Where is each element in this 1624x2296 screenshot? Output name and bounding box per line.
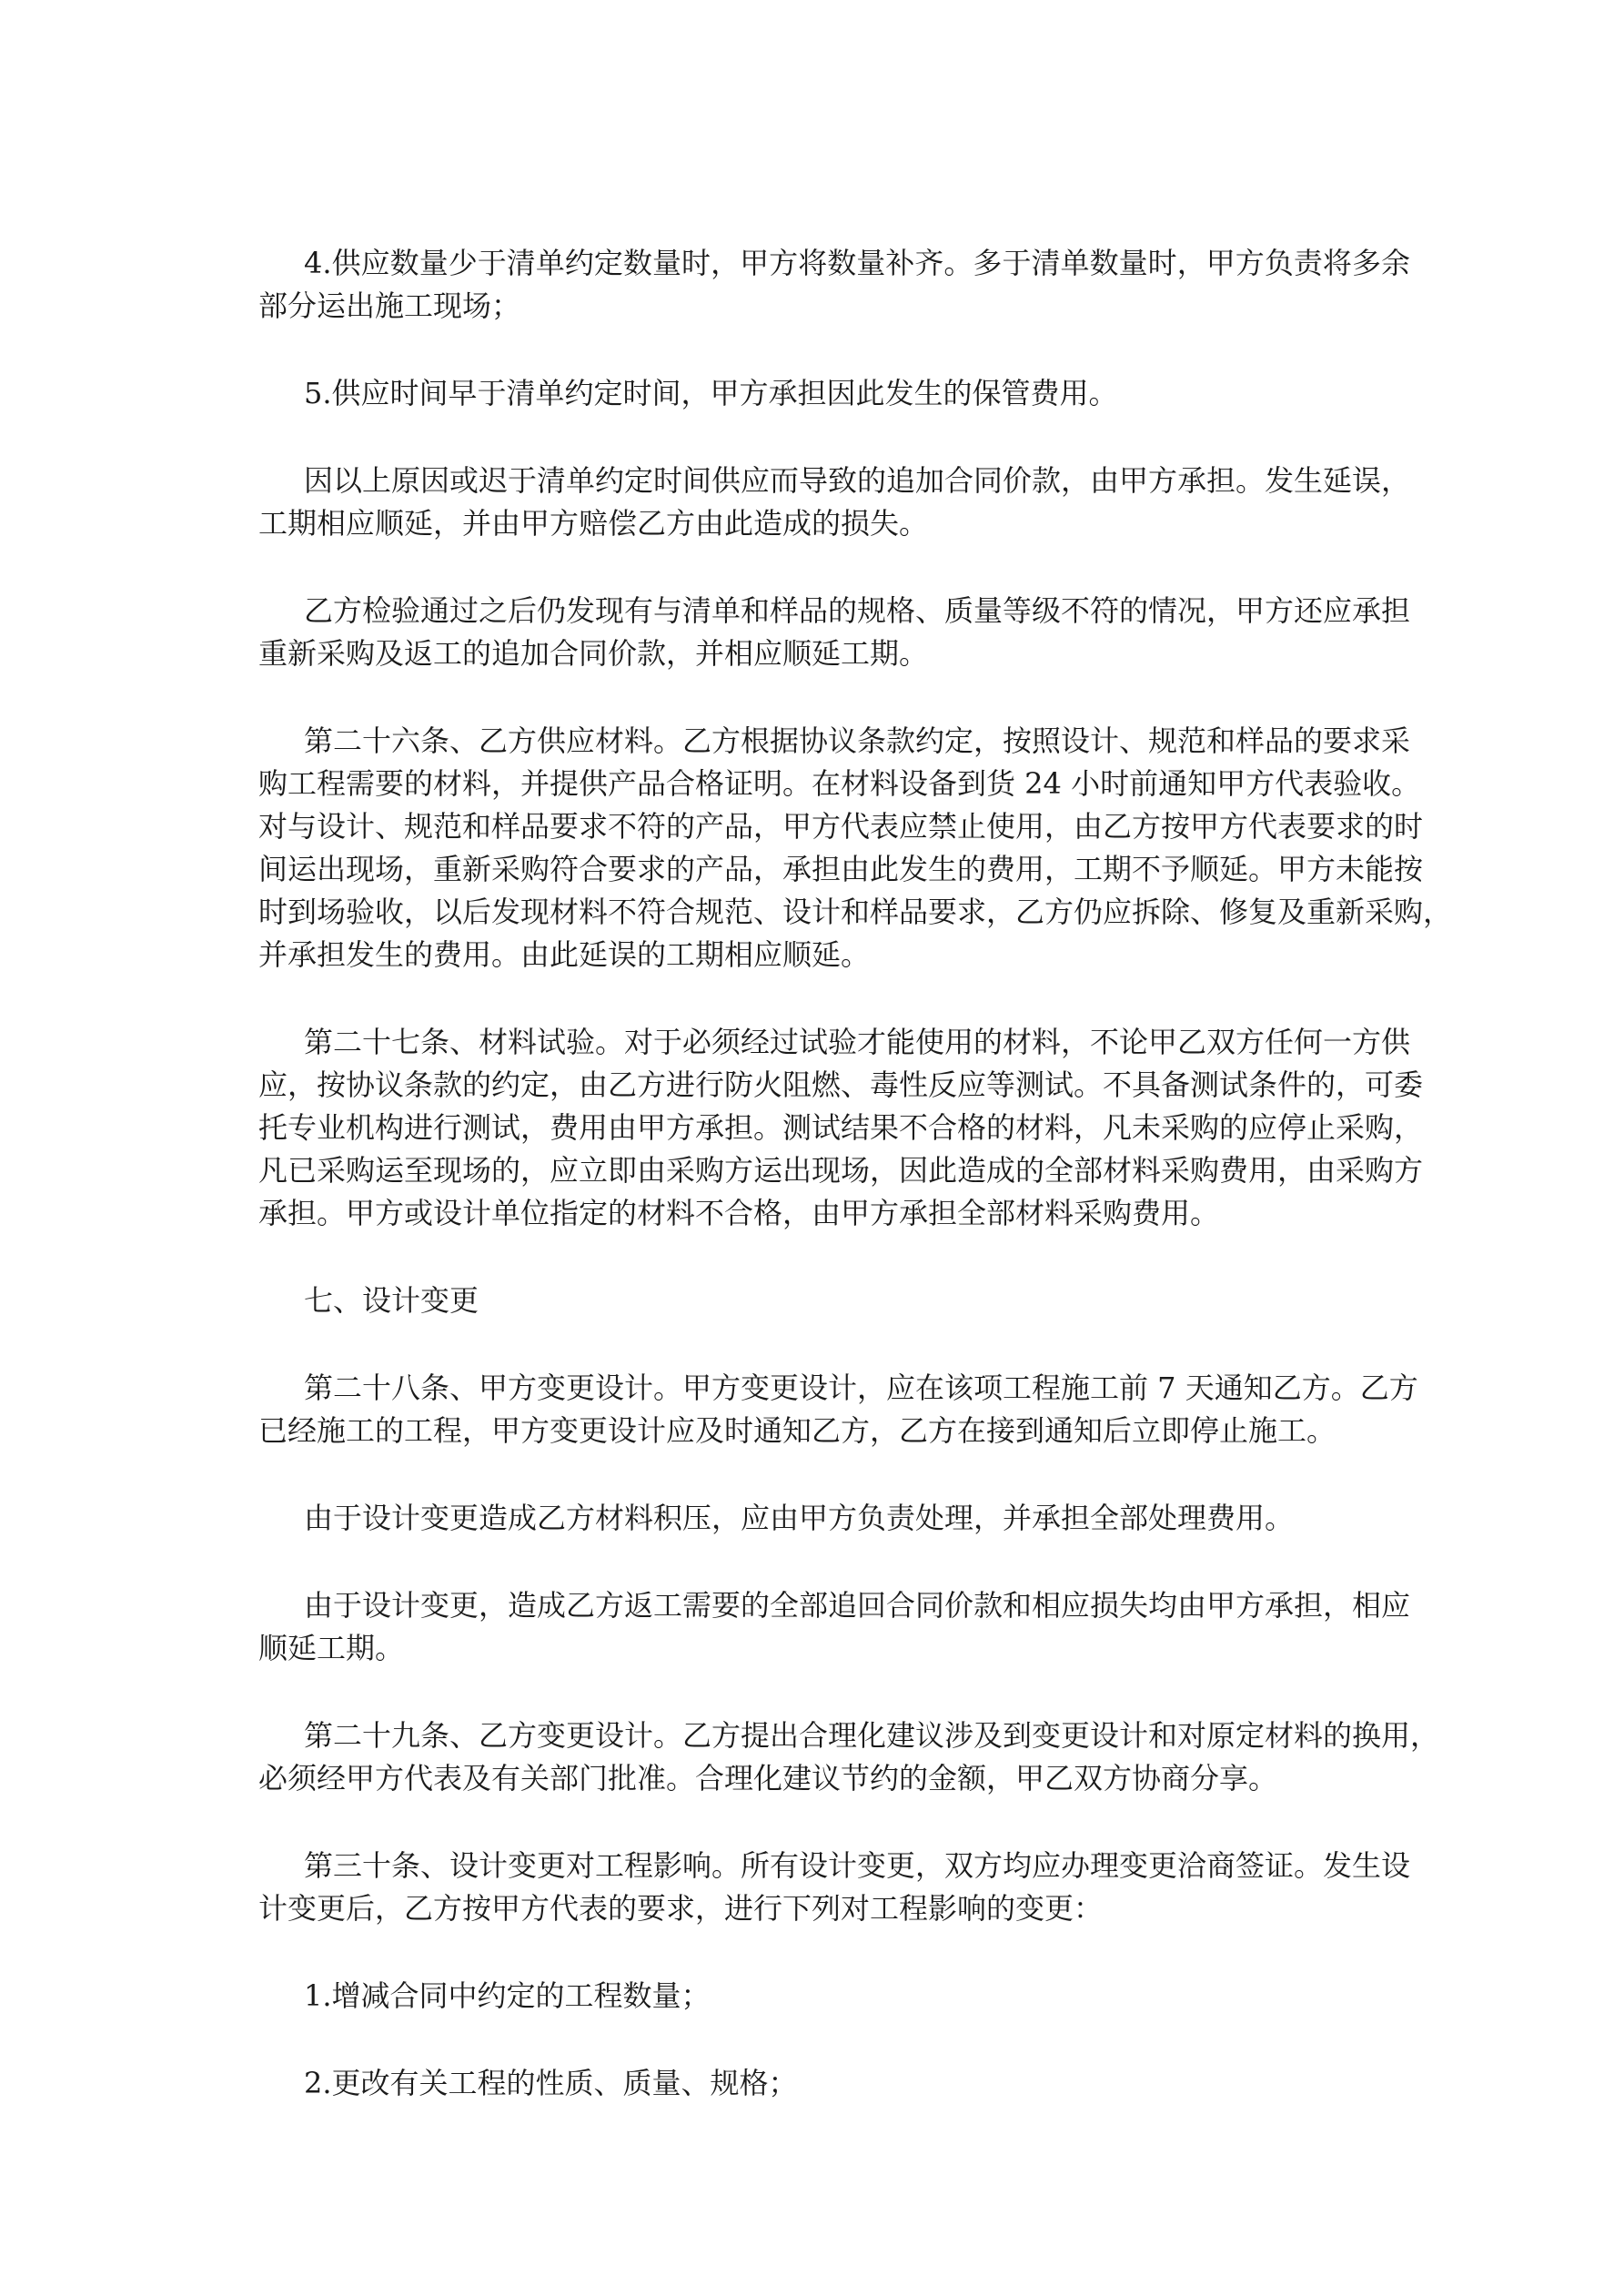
- paragraph-line: 由于设计变更造成乙方材料积压，应由甲方负责处理，并承担全部处理费用。: [304, 1501, 1295, 1535]
- paragraph-line: 第三十条、设计变更对工程影响。所有设计变更，双方均应办理变更洽商签证。发生设: [304, 1848, 1411, 1883]
- paragraph: [258, 590, 1410, 675]
- paragraph-line: 部分运出施工现场；: [258, 288, 521, 323]
- paragraph-line: 凡已采购运至现场的，应立即由采购方运出现场，因此造成的全部材料采购费用，由采购方: [258, 1153, 1424, 1188]
- paragraph: [258, 242, 1410, 328]
- paragraph-line: 1.增减合同中约定的工程数量；: [304, 1978, 711, 2013]
- paragraph-line: 承担。甲方或设计单位指定的材料不合格，由甲方承担全部材料采购费用。: [258, 1196, 1220, 1230]
- document-body: [258, 242, 1453, 2149]
- paragraph-line: 由于设计变更，造成乙方返工需要的全部追回合同价款和相应损失均由甲方承担，相应: [304, 1588, 1411, 1623]
- paragraph: [258, 720, 1453, 976]
- paragraph: [258, 1279, 1410, 1322]
- paragraph-line: 因以上原因或迟于清单约定时间供应而导致的追加合同价款，由甲方承担。发生延误，: [304, 463, 1411, 498]
- paragraph-line: 乙方检验通过之后仍发现有与清单和样品的规格、质量等级不符的情况，甲方还应承担: [304, 593, 1411, 628]
- paragraph: [258, 1975, 1410, 2018]
- paragraph-line: 间运出现场，重新采购符合要求的产品，承担由此发生的费用，工期不予顺延。甲方未能按: [258, 852, 1424, 886]
- paragraph: [258, 1584, 1410, 1670]
- paragraph-line: 顺延工期。: [258, 1631, 405, 1665]
- paragraph-line: 对与设计、规范和样品要求不符的产品，甲方代表应禁止使用，由乙方按甲方代表要求的时: [258, 809, 1424, 844]
- paragraph-line: 托专业机构进行测试，费用由甲方承担。测试结果不合格的材料，凡未采购的应停止采购，: [258, 1110, 1424, 1145]
- paragraph-line: 第二十七条、材料试验。对于必须经过试验才能使用的材料，不论甲乙双方任何一方供: [304, 1025, 1411, 1059]
- paragraph-line: 第二十八条、甲方变更设计。甲方变更设计，应在该项工程施工前 7 天通知乙方。乙方: [304, 1371, 1418, 1405]
- paragraph-line: 2.更改有关工程的性质、质量、规格；: [304, 2066, 798, 2100]
- paragraph-line: 重新采购及返工的追加合同价款，并相应顺延工期。: [258, 636, 929, 671]
- paragraph-line: 4.供应数量少于清单约定数量时，甲方将数量补齐。多于清单数量时，甲方负责将多余: [304, 246, 1410, 280]
- paragraph: [258, 1845, 1410, 1930]
- paragraph-line: 5.供应时间早于清单约定时间，甲方承担因此发生的保管费用。: [304, 376, 1118, 410]
- paragraph: [258, 1367, 1418, 1452]
- paragraph-line: 已经施工的工程，甲方变更设计应及时通知乙方，乙方在接到通知后立即停止施工。: [258, 1413, 1337, 1448]
- paragraph-line: 购工程需要的材料，并提供产品合格证明。在材料设备到货 24 小时前通知甲方代表验收。: [258, 766, 1421, 801]
- paragraph-line: 应，按协议条款的约定，由乙方进行防火阻燃、毒性反应等测试。不具备测试条件的，可委: [258, 1067, 1424, 1102]
- paragraph: [258, 460, 1410, 545]
- paragraph-line: 第二十六条、乙方供应材料。乙方根据协议条款约定，按照设计、规范和样品的要求采: [304, 723, 1411, 758]
- paragraph-line: 并承担发生的费用。由此延误的工期相应顺延。: [258, 937, 871, 972]
- paragraph: [258, 2062, 1410, 2105]
- paragraph: [258, 1714, 1440, 1800]
- paragraph-line: 第二十九条、乙方变更设计。乙方提出合理化建议涉及到变更设计和对原定材料的换用，: [304, 1718, 1440, 1753]
- paragraph: [258, 1497, 1410, 1540]
- paragraph-line: 计变更后，乙方按甲方代表的要求，进行下列对工程影响的变更：: [258, 1891, 1104, 1926]
- paragraph-line: 必须经甲方代表及有关部门批准。合理化建议节约的金额，甲乙双方协商分享。: [258, 1761, 1278, 1795]
- paragraph: [258, 372, 1410, 415]
- paragraph-line: 工期相应顺延，并由甲方赔偿乙方由此造成的损失。: [258, 506, 929, 541]
- paragraph-line: 七、设计变更: [304, 1283, 479, 1318]
- paragraph-line: 时到场验收，以后发现材料不符合规范、设计和样品要求，乙方仍应拆除、修复及重新采购，: [258, 895, 1453, 929]
- paragraph: [258, 1021, 1424, 1235]
